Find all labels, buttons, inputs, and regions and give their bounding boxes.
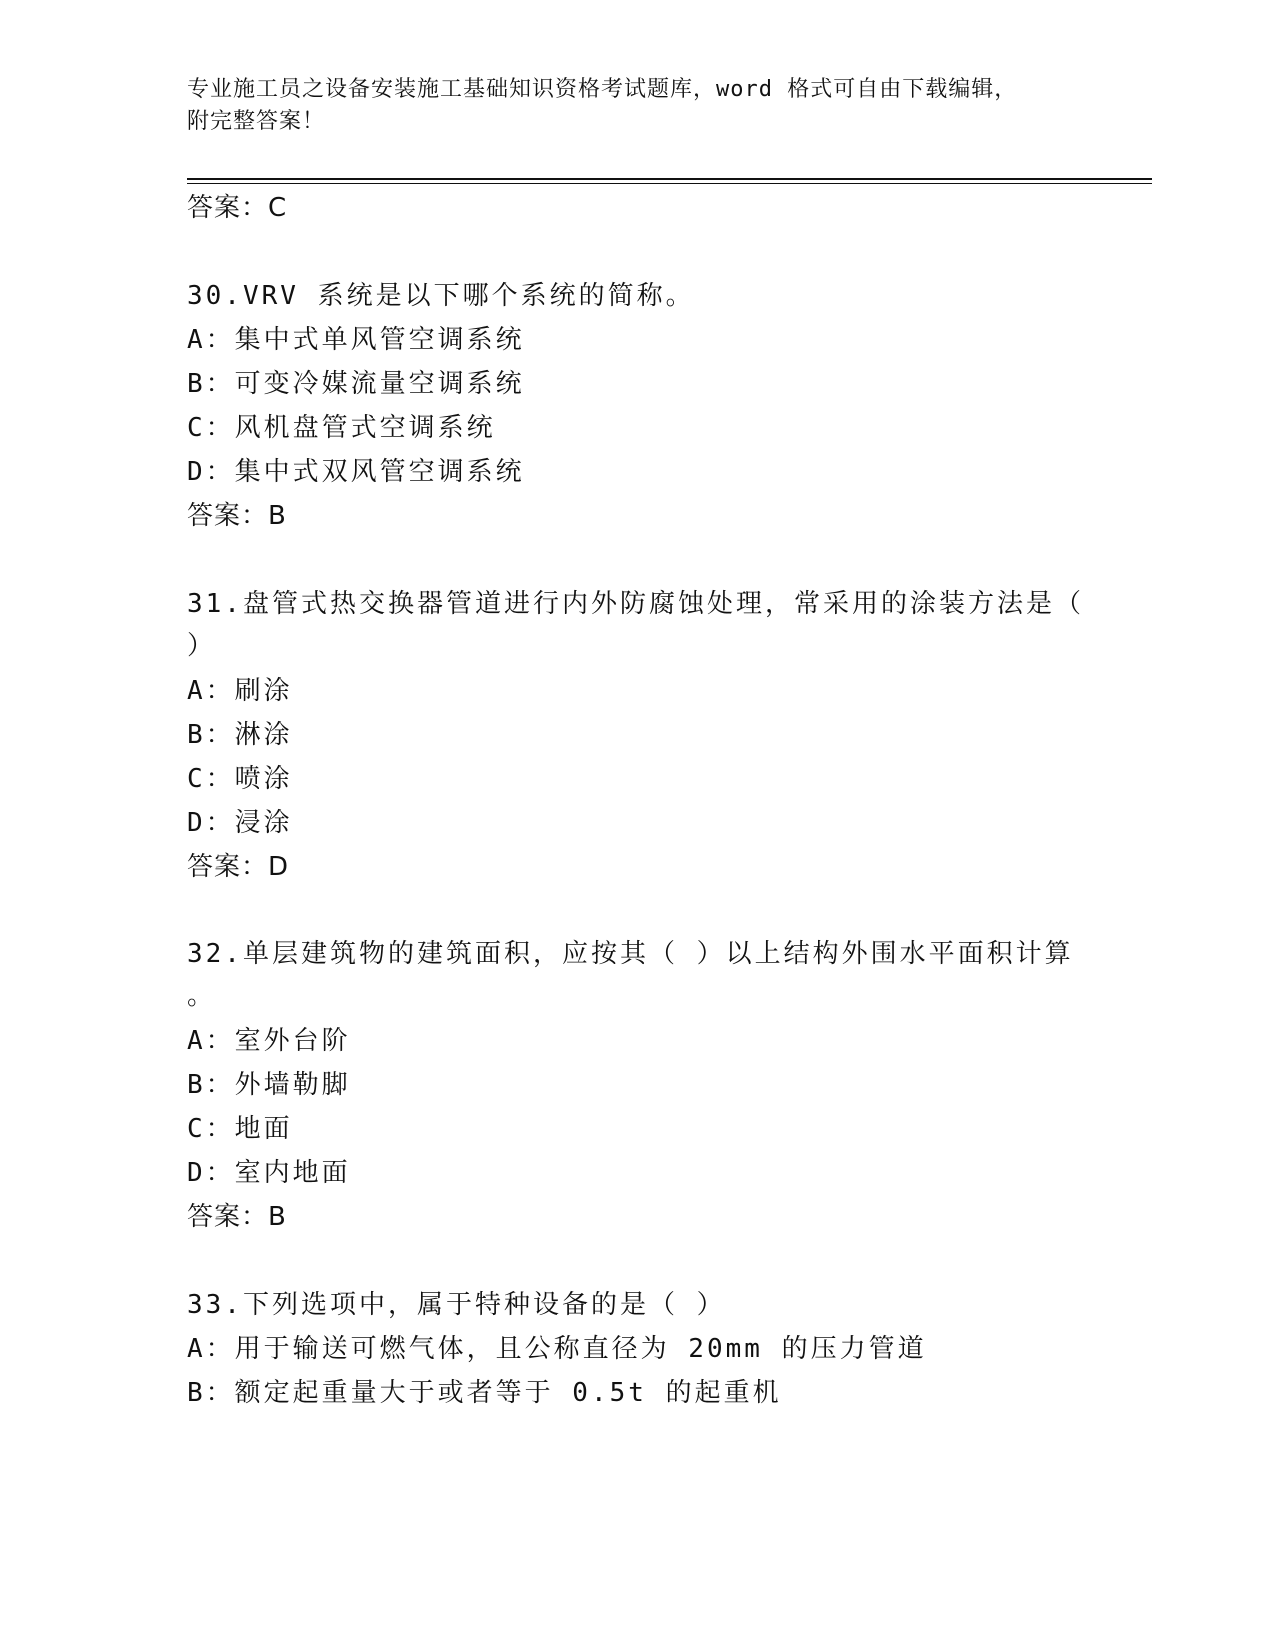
document-header <box>187 74 1067 138</box>
question-33-option-a: A：用于输送可燃气体，且公称直径为 20mm 的压力管道 <box>187 1334 927 1364</box>
question-31-option-c: C：喷涂 <box>187 764 293 794</box>
question-30-option-c: C：风机盘管式空调系统 <box>187 413 496 443</box>
question-32-option-d: D：室内地面 <box>187 1158 351 1188</box>
question-32-option-b: B：外墙勒脚 <box>187 1070 351 1100</box>
question-31-stem: 31.盘管式热交换器管道进行内外防腐蚀处理，常采用的涂装方法是（ <box>187 589 1084 619</box>
question-32-answer: 答案：B <box>187 1202 287 1232</box>
question-31-stem-continued: ） <box>187 631 217 661</box>
question-32-stem: 32.单层建筑物的建筑面积，应按其（ ）以上结构外围水平面积计算 <box>187 939 1074 969</box>
header-divider <box>187 178 1152 180</box>
answer-previous: 答案：C <box>187 193 288 223</box>
question-33-stem: 33.下列选项中，属于特种设备的是（ ） <box>187 1290 726 1320</box>
header-line-2: 附完整答案！ <box>187 109 326 134</box>
question-32-option-c: C：地面 <box>187 1114 293 1144</box>
header-divider-thin <box>187 183 1152 184</box>
question-31-option-a: A：刷涂 <box>187 676 293 706</box>
question-31-answer: 答案：D <box>187 852 290 882</box>
question-30-option-a: A：集中式单风管空调系统 <box>187 325 525 355</box>
question-30-option-b: B：可变冷媒流量空调系统 <box>187 369 525 399</box>
header-line-1: 专业施工员之设备安装施工基础知识资格考试题库，word 格式可自由下载编辑， <box>187 77 1018 102</box>
question-30-option-d: D：集中式双风管空调系统 <box>187 457 525 487</box>
question-30-answer: 答案：B <box>187 501 287 531</box>
question-31-option-d: D：浸涂 <box>187 808 293 838</box>
question-32-stem-continued: 。 <box>187 981 217 1011</box>
question-30-stem: 30.VRV 系统是以下哪个系统的简称。 <box>187 281 695 311</box>
question-33-option-b: B：额定起重量大于或者等于 0.5t 的起重机 <box>187 1378 782 1408</box>
question-31-option-b: B：淋涂 <box>187 720 293 750</box>
question-32-option-a: A：室外台阶 <box>187 1026 351 1056</box>
